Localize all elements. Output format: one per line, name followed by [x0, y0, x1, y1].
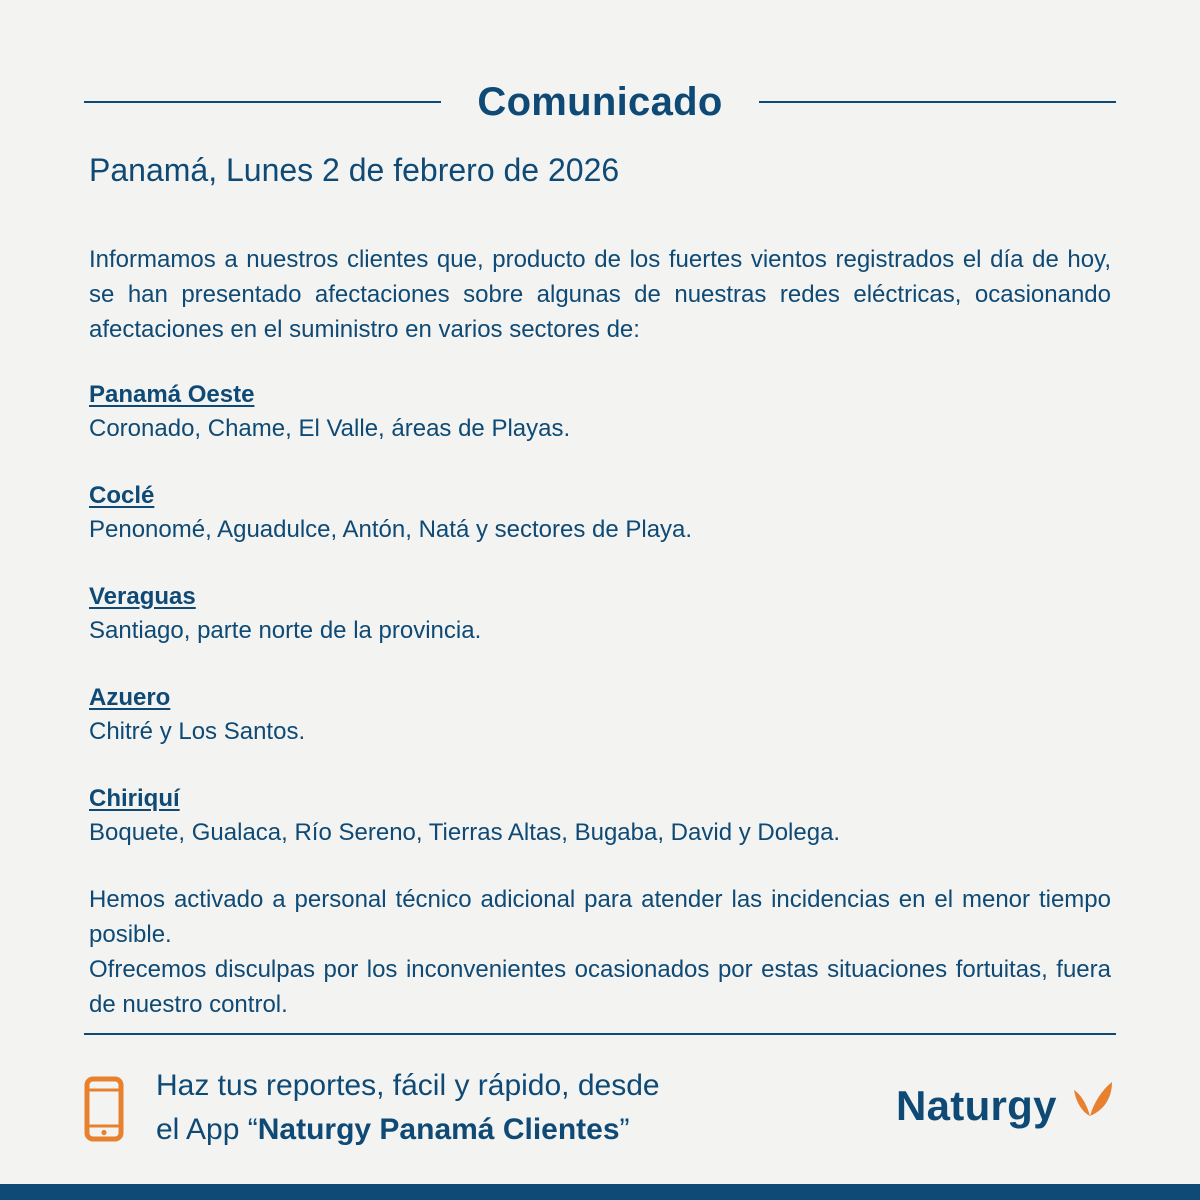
region-heading: Veraguas — [89, 583, 196, 610]
closing-line: Ofrecemos disculpas por los inconvenientes ocasionados por estas situaciones fortuitas, fuera de nuestro control. — [89, 956, 1111, 1018]
region-heading: Panamá Oeste — [89, 381, 255, 408]
promo-line-1: Haz tus reportes, fácil y rápido, desde — [156, 1069, 660, 1102]
region-heading: Azuero — [89, 684, 171, 711]
smartphone-icon — [84, 1076, 124, 1142]
region-chiriqui — [89, 782, 1111, 850]
intro-paragraph: Informamos a nuestros clientes que, producto de los fuertes vientos registrados el día de hoy, se han presentado afectaciones sobre algunas de nuestras redes eléctricas, ocasionando afectaciones en el suministro en varios sectores de: — [89, 246, 1111, 343]
logo-wordmark: Naturgy — [896, 1082, 1057, 1129]
bottom-bar — [0, 1184, 1200, 1200]
title-rule-left — [84, 101, 441, 103]
title-row — [84, 72, 1116, 132]
footer-divider — [84, 1033, 1116, 1035]
date-line: Panamá, Lunes 2 de febrero de 2026 — [89, 152, 620, 188]
naturgy-logo — [896, 1080, 1121, 1140]
closing-paragraph — [89, 882, 1111, 1022]
page-title: Comunicado — [477, 79, 723, 124]
region-areas: Penonomé, Aguadulce, Antón, Natá y sectores de Playa. — [89, 516, 693, 543]
region-areas: Santiago, parte norte de la provincia. — [89, 617, 482, 644]
app-name: Naturgy Panamá Clientes — [257, 1113, 620, 1146]
region-areas: Coronado, Chame, El Valle, áreas de Playas. — [89, 415, 571, 442]
region-heading: Coclé — [89, 482, 155, 509]
butterfly-icon — [1070, 1080, 1114, 1120]
promo-suffix: ” — [619, 1113, 630, 1146]
region-areas: Boquete, Gualaca, Río Sereno, Tierras Altas, Bugaba, David y Dolega. — [89, 819, 841, 846]
region-panama-oeste — [89, 378, 1111, 446]
region-cocle — [89, 479, 1111, 547]
region-azuero — [89, 681, 1111, 749]
closing-line: Hemos activado a personal técnico adicional para atender las incidencias en el menor tiempo posible. — [89, 886, 1111, 948]
promo-prefix: el App “ — [156, 1113, 258, 1146]
region-areas: Chitré y Los Santos. — [89, 718, 306, 745]
promo-line-2 — [156, 1108, 660, 1152]
title-rule-right — [759, 101, 1116, 103]
region-veraguas — [89, 580, 1111, 648]
region-heading: Chiriquí — [89, 785, 180, 812]
app-promo — [156, 1064, 660, 1152]
